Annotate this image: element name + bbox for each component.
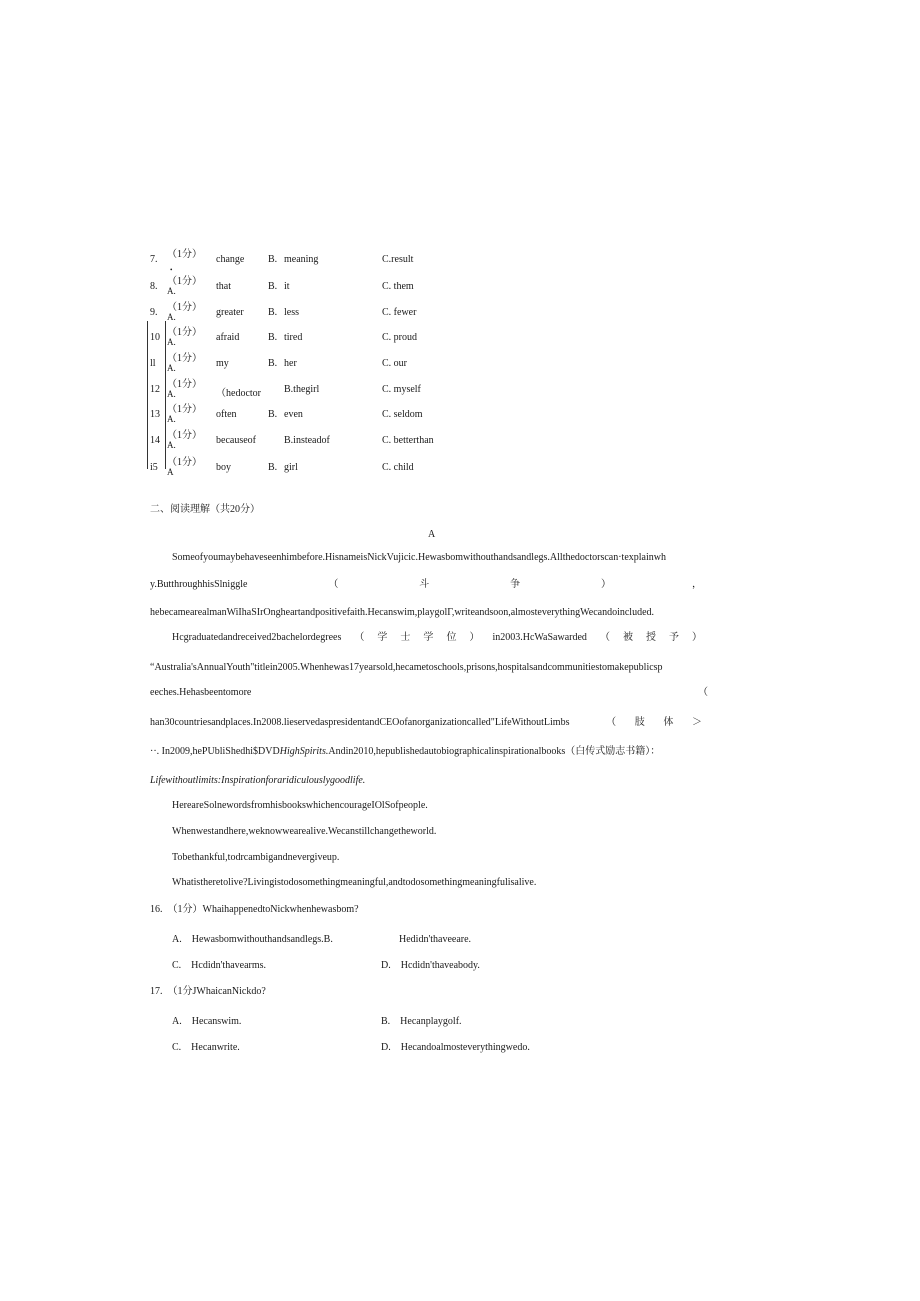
option-b-label: B. — [268, 254, 278, 265]
option-c: C. child — [382, 462, 414, 473]
book-title: Lifewithoutlimits:Inspirationforaridiculouslygoodlife. — [150, 775, 366, 786]
left-bracket-line-inner — [165, 321, 166, 469]
option-b: even — [284, 409, 303, 420]
passage-token: ， — [691, 579, 702, 590]
passage-token: 士 — [400, 632, 411, 643]
option-c: C. seldom — [382, 409, 423, 420]
option-a: becauseof — [216, 435, 256, 446]
score-label: （1分） — [167, 457, 202, 468]
question-number: 14 — [150, 435, 160, 446]
option-a-label: A. — [167, 414, 176, 424]
passage-token: 学 — [423, 632, 434, 643]
option-a: boy — [216, 462, 231, 473]
question-number: 10 — [150, 332, 160, 343]
passage-token: y.ButthroughhisSlniggle — [150, 579, 248, 590]
option-b-label: B. — [268, 409, 278, 420]
passage-token: 学 — [377, 632, 388, 643]
passage-line: hebecamearealmanWiIhaSIrOngheartandpositivefaith.Hecanswim,playgolΓ,writeandsoon,almosteverythingWecandoincluded. — [150, 607, 655, 618]
option-a: （hedoctor — [216, 388, 261, 399]
passage-token: ） — [469, 632, 480, 643]
cloze-option-row — [0, 458, 920, 482]
passage-label: A — [428, 529, 436, 540]
passage-text: Andin2010,hepublishedautobiographicalinspirationalbooks（白传式励志书籍）： — [328, 746, 661, 757]
option-c: C. proud — [382, 332, 417, 343]
option-a-label: A. — [167, 363, 176, 373]
option-a: often — [216, 409, 237, 420]
cloze-option-row — [0, 431, 920, 455]
option-a-label: A. — [167, 286, 176, 296]
option-c: C. our — [382, 358, 407, 369]
quotes-intro: HereareSolnewordsfromhisbookswhichencourageIOlSofpeople. — [172, 800, 428, 811]
option-a-label: A. — [167, 312, 176, 322]
option-b: tired — [284, 332, 303, 343]
passage-line — [150, 580, 702, 590]
quote-line: Tobethankful,todrcambigandnevergiveup. — [172, 852, 340, 863]
option-a: that — [216, 281, 231, 292]
option-a: my — [216, 358, 229, 369]
passage-token: 体 — [663, 717, 674, 728]
passage-token: ＞ — [691, 717, 702, 728]
passage-token: （ — [328, 579, 339, 590]
question-number: 7. — [150, 254, 158, 265]
question-stem: 16. （1分）WhaihappenedtoNickwhenhewasbom? — [150, 904, 359, 915]
cloze-option-row — [0, 380, 920, 404]
quote-line: Whenwestandhere,weknowwearealive.Wecanstillchangetheworld. — [172, 826, 437, 837]
question-stem: 17. （1分JWhaicanNickdo? — [150, 986, 266, 997]
passage-token: （ — [599, 632, 610, 643]
question-option-b: Hedidn'thaveeare. — [399, 934, 472, 945]
passage-line: Someofyoumaybehaveseenhimbefore.HisnameisNickVujicic.Hewasbomwithouthandsandlegs.Allthedoctorscan·texplainwh — [172, 552, 666, 563]
passage-token: han30countriesandplaces.In2008.lieservedaspresidentandCEOofanorganizationcalled"LifeWithoutLimbs — [150, 717, 570, 728]
question-option-d: D. Hecandoalmosteverythingwedo. — [381, 1042, 530, 1053]
question-option-a: A. Hewasbomwithouthandsandlegs.B. — [172, 934, 333, 945]
passage-token: 争 — [510, 579, 521, 590]
option-a-label: A. — [167, 389, 176, 399]
option-b-label: B. — [268, 332, 278, 343]
option-c: C.result — [382, 254, 414, 265]
cloze-option-row — [0, 405, 920, 429]
option-b-label: B. — [268, 307, 278, 318]
option-c: C. them — [382, 281, 414, 292]
passage-token: 位 — [446, 632, 457, 643]
passage-token: in2003.HcWaSawarded — [492, 632, 587, 643]
cloze-option-row — [0, 354, 920, 378]
dvd-title: HighSpirits. — [279, 746, 329, 757]
question-number: ll — [150, 358, 156, 369]
passage-token: 斗 — [419, 579, 430, 590]
option-c: C. myself — [382, 384, 421, 395]
passage-line-end: （ — [698, 687, 708, 698]
question-option-a: A. Hecanswim. — [172, 1016, 242, 1027]
option-a: afraid — [216, 332, 240, 343]
score-label: （1分） — [167, 249, 202, 260]
score-label: （1分） — [167, 327, 202, 338]
passage-token: ） — [692, 632, 702, 643]
question-number: 9. — [150, 307, 158, 318]
option-c: C. betterthan — [382, 435, 434, 446]
option-b-label: B. — [268, 358, 278, 369]
option-b: B.insteadof — [284, 435, 330, 446]
option-b: girl — [284, 462, 298, 473]
score-label: （1分） — [167, 302, 202, 313]
caret-mark: • — [170, 266, 173, 274]
question-number: i5 — [150, 462, 158, 473]
cloze-option-row — [0, 303, 920, 327]
question-number: 13 — [150, 409, 160, 420]
score-label: （1分） — [167, 430, 202, 441]
question-option-d: D. Hcdidn'thaveabody. — [381, 960, 480, 971]
option-a: change — [216, 254, 245, 265]
passage-line — [150, 747, 660, 757]
passage-text: ··. In2009,hePUbliShedhi$DVD — [150, 746, 280, 757]
passage-token: 授 — [645, 632, 656, 643]
question-number: 8. — [150, 281, 158, 292]
question-option-b: B. Hecanplaygolf. — [381, 1016, 462, 1027]
passage-token: （ — [606, 717, 617, 728]
option-b: B.thegirl — [284, 384, 320, 395]
section-title: 二、阅读理解（共20分） — [150, 504, 260, 515]
option-b: less — [284, 307, 299, 318]
cloze-option-row — [0, 277, 920, 301]
passage-line — [172, 633, 702, 643]
question-number: 12 — [150, 384, 160, 395]
score-label: （1分） — [167, 276, 202, 287]
passage-token: Hcgraduatedandreceived2bachelordegrees — [172, 632, 342, 643]
cloze-option-row — [0, 328, 920, 352]
passage-token: 被 — [622, 632, 633, 643]
passage-line — [150, 718, 702, 728]
option-b: meaning — [284, 254, 319, 265]
option-b: her — [284, 358, 297, 369]
option-a: greater — [216, 307, 244, 318]
score-label: （1分） — [167, 379, 202, 390]
option-a-label: A — [167, 467, 174, 477]
option-a-label: A. — [167, 337, 176, 347]
passage-token: 肢 — [634, 717, 645, 728]
question-option-c: C. Hcdidn'thavearms. — [172, 960, 267, 971]
passage-token: 予 — [668, 632, 679, 643]
passage-token: （ — [354, 632, 365, 643]
question-option-c: C. Hecanwrite. — [172, 1042, 240, 1053]
score-label: （1分） — [167, 404, 202, 415]
cloze-option-row — [0, 250, 920, 274]
passage-line: “Australia'sAnnualYouth"titlein2005.Whenhewas17yearsold,hecametoschools,prisons,hospitalsandcommunitiestomakepublicsp — [150, 662, 663, 673]
option-b-label: B. — [268, 281, 278, 292]
option-c: C. fewer — [382, 307, 417, 318]
option-a-label: A. — [167, 440, 176, 450]
passage-line: eeches.Hehasbeentomore — [150, 687, 252, 698]
left-bracket-line — [147, 321, 148, 469]
option-b-label: B. — [268, 462, 278, 473]
option-b: it — [284, 281, 290, 292]
quote-line: Whatistheretolive?Livingistodosomethingmeaningful,andtodosomethingmeaningfulisalive. — [172, 877, 537, 888]
score-label: （1分） — [167, 353, 202, 364]
passage-token: ） — [601, 579, 612, 590]
